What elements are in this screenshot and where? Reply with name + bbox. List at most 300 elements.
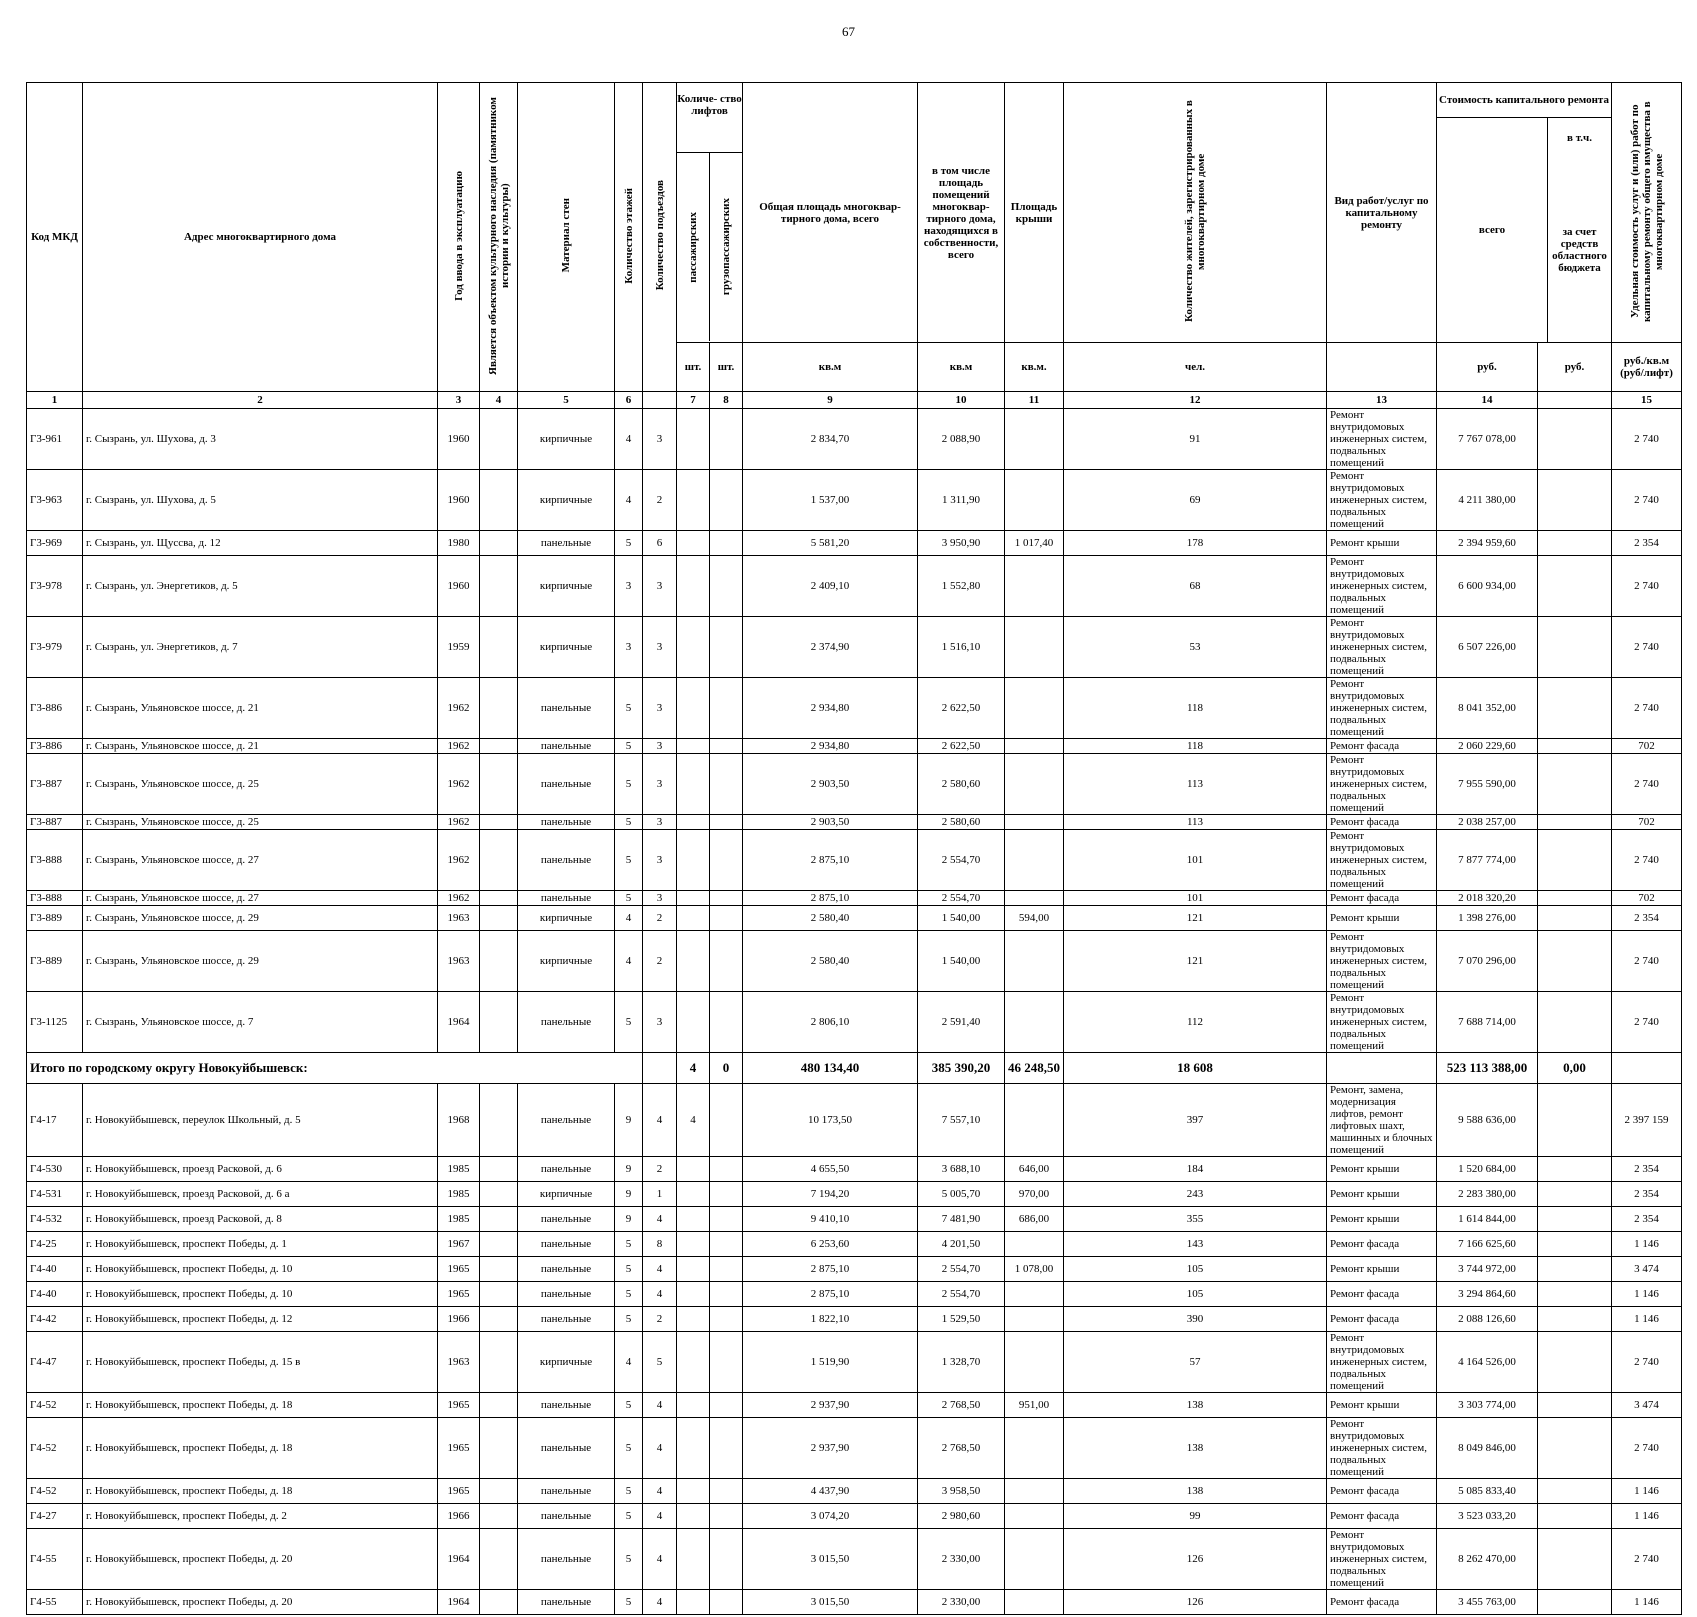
cell-work-type: Ремонт внутридомовых инженерных систем, подвальных помещений (1327, 556, 1437, 617)
table-row (27, 531, 1682, 556)
cell-total-area: 2 875,10 (743, 1257, 918, 1282)
cell-material: панельные (518, 1257, 615, 1282)
cell-lifts-cargo (710, 1157, 743, 1182)
cell-work-type: Ремонт внутридомовых инженерных систем, подвальных помещений (1327, 1418, 1437, 1479)
table-body-novokuybyshevsk (27, 1084, 1682, 1615)
cell-lifts-cargo (710, 1084, 743, 1157)
cell-material: кирпичные (518, 470, 615, 531)
cell-lifts-passenger (677, 556, 710, 617)
cell-owned-area: 1 311,90 (918, 470, 1005, 531)
cell-residents: 112 (1064, 992, 1327, 1053)
cell-roof-area (1005, 891, 1064, 906)
cell-regional (1538, 739, 1612, 754)
cell-address: г. Новокуйбышевск, проезд Расковой, д. 6 (83, 1157, 438, 1182)
header-material: Материал стен (518, 83, 615, 392)
cell-lifts-cargo (710, 1479, 743, 1504)
cell-work-type: Ремонт внутридомовых инженерных систем, подвальных помещений (1327, 754, 1437, 815)
total-lifts-passenger: 4 (677, 1053, 710, 1084)
cell-cost: 1 520 684,00 (1437, 1157, 1538, 1182)
unit-unit-cost: руб./кв.м (руб/лифт) (1612, 343, 1682, 392)
cell-lifts-passenger (677, 992, 710, 1053)
cell-residents: 138 (1064, 1393, 1327, 1418)
cell-material: панельные (518, 754, 615, 815)
cell-residents: 99 (1064, 1504, 1327, 1529)
cell-total-area: 2 937,90 (743, 1393, 918, 1418)
cell-heritage (480, 556, 518, 617)
cell-work-type: Ремонт фасада (1327, 1232, 1437, 1257)
cell-work-type: Ремонт фасада (1327, 891, 1437, 906)
cell-total-area: 2 834,70 (743, 409, 918, 470)
cell-unit-cost: 2 740 (1612, 931, 1682, 992)
column-number: 7 (677, 392, 710, 409)
cell-floors: 5 (615, 1479, 643, 1504)
cell-year: 1962 (438, 815, 480, 830)
table-row (27, 931, 1682, 992)
cell-unit-cost: 2 740 (1612, 754, 1682, 815)
cell-year: 1965 (438, 1257, 480, 1282)
cell-work-type: Ремонт крыши (1327, 906, 1437, 931)
cell-cost: 7 877 774,00 (1437, 830, 1538, 891)
cell-cost: 9 588 636,00 (1437, 1084, 1538, 1157)
cell-unit-cost: 1 146 (1612, 1504, 1682, 1529)
total-area: 480 134,40 (743, 1053, 918, 1084)
cell-roof-area: 951,00 (1005, 1393, 1064, 1418)
cell-lifts-cargo (710, 931, 743, 992)
cell-address: г. Новокуйбышевск, проспект Победы, д. 2 (83, 1504, 438, 1529)
cell-year: 1963 (438, 931, 480, 992)
cell-entrances: 2 (643, 906, 677, 931)
cell-code: Г4-17 (27, 1084, 83, 1157)
cell-roof-area (1005, 470, 1064, 531)
unit-cost-total: руб. (1437, 343, 1538, 392)
cell-lifts-passenger (677, 754, 710, 815)
cell-material: панельные (518, 1504, 615, 1529)
cell-floors: 4 (615, 409, 643, 470)
cell-floors: 4 (615, 931, 643, 992)
table-row (27, 1182, 1682, 1207)
cell-lifts-passenger (677, 1182, 710, 1207)
cell-code: Г3-886 (27, 678, 83, 739)
cell-unit-cost: 2 740 (1612, 678, 1682, 739)
cell-material: панельные (518, 992, 615, 1053)
column-number: 11 (1005, 392, 1064, 409)
cell-material: панельные (518, 815, 615, 830)
cell-owned-area: 2 980,60 (918, 1504, 1005, 1529)
cell-work-type: Ремонт фасада (1327, 815, 1437, 830)
column-number: 12 (1064, 392, 1327, 409)
cell-address: г. Новокуйбышевск, проспект Победы, д. 1 (83, 1232, 438, 1257)
cell-owned-area: 3 688,10 (918, 1157, 1005, 1182)
cell-lifts-passenger (677, 409, 710, 470)
cell-entrances: 3 (643, 617, 677, 678)
cell-cost: 8 049 846,00 (1437, 1418, 1538, 1479)
cell-unit-cost: 2 354 (1612, 906, 1682, 931)
cell-code: Г4-55 (27, 1590, 83, 1615)
cell-cost: 7 688 714,00 (1437, 992, 1538, 1053)
cell-floors: 3 (615, 617, 643, 678)
cell-owned-area: 1 540,00 (918, 931, 1005, 992)
cell-year: 1960 (438, 470, 480, 531)
cell-material: панельные (518, 1157, 615, 1182)
cell-total-area: 1 822,10 (743, 1307, 918, 1332)
cell-floors: 5 (615, 992, 643, 1053)
cell-unit-cost: 1 146 (1612, 1282, 1682, 1307)
cell-code: Г3-888 (27, 830, 83, 891)
cell-cost: 8 041 352,00 (1437, 678, 1538, 739)
cell-cost: 3 455 763,00 (1437, 1590, 1538, 1615)
cell-work-type: Ремонт фасада (1327, 739, 1437, 754)
cell-year: 1964 (438, 1590, 480, 1615)
cell-cost: 3 303 774,00 (1437, 1393, 1538, 1418)
cell-regional (1538, 992, 1612, 1053)
cell-cost: 4 164 526,00 (1437, 1332, 1538, 1393)
cell-material: панельные (518, 1393, 615, 1418)
cell-cost: 6 600 934,00 (1437, 556, 1538, 617)
table-row (27, 617, 1682, 678)
cell-total-area: 2 409,10 (743, 556, 918, 617)
cell-year: 1962 (438, 830, 480, 891)
header-address: Адрес многоквартирного дома (83, 83, 438, 392)
unit-roof: кв.м. (1005, 343, 1064, 392)
cell-residents: 138 (1064, 1418, 1327, 1479)
cell-code: Г3-963 (27, 470, 83, 531)
cell-work-type: Ремонт фасада (1327, 1282, 1437, 1307)
cell-code: Г4-530 (27, 1157, 83, 1182)
cell-cost: 7 166 625,60 (1437, 1232, 1538, 1257)
cell-lifts-cargo (710, 754, 743, 815)
cell-roof-area (1005, 1479, 1064, 1504)
cell-unit-cost: 2 740 (1612, 1332, 1682, 1393)
cell-lifts-cargo (710, 1418, 743, 1479)
cell-unit-cost: 2 740 (1612, 1529, 1682, 1590)
cell-material: панельные (518, 1307, 615, 1332)
cell-entrances: 4 (643, 1207, 677, 1232)
column-number: 8 (710, 392, 743, 409)
cell-cost: 7 070 296,00 (1437, 931, 1538, 992)
cell-roof-area (1005, 1084, 1064, 1157)
cell-material: панельные (518, 1282, 615, 1307)
column-number (1538, 392, 1612, 409)
cell-residents: 105 (1064, 1257, 1327, 1282)
table-row (27, 1479, 1682, 1504)
header-entrances: Количество подъездов (643, 83, 677, 392)
cell-floors: 3 (615, 556, 643, 617)
cell-heritage (480, 1232, 518, 1257)
cell-roof-area (1005, 409, 1064, 470)
cell-owned-area: 7 557,10 (918, 1084, 1005, 1157)
cell-material: кирпичные (518, 409, 615, 470)
cell-residents: 105 (1064, 1282, 1327, 1307)
cell-address: г. Новокуйбышевск, проспект Победы, д. 15 в (83, 1332, 438, 1393)
cell-lifts-passenger (677, 1207, 710, 1232)
header-unit-cost: Удельная стоимость услуг и (или) работ по капитальному ремонту общего имущества в многоквартирном доме (1612, 83, 1682, 343)
cell-residents: 390 (1064, 1307, 1327, 1332)
cell-owned-area: 2 554,70 (918, 1282, 1005, 1307)
cell-year: 1962 (438, 739, 480, 754)
cell-unit-cost: 2 740 (1612, 409, 1682, 470)
total-owned-area: 385 390,20 (918, 1053, 1005, 1084)
cell-code: Г4-47 (27, 1332, 83, 1393)
cell-work-type: Ремонт фасада (1327, 1307, 1437, 1332)
cell-roof-area: 594,00 (1005, 906, 1064, 931)
cell-lifts-passenger (677, 1257, 710, 1282)
cell-roof-area (1005, 931, 1064, 992)
cell-material: панельные (518, 678, 615, 739)
total-cost: 523 113 388,00 (1437, 1053, 1538, 1084)
cell-material: панельные (518, 1232, 615, 1257)
cell-cost: 3 294 864,60 (1437, 1282, 1538, 1307)
cell-cost: 4 211 380,00 (1437, 470, 1538, 531)
cell-regional (1538, 1084, 1612, 1157)
cell-material: кирпичные (518, 1332, 615, 1393)
cell-work-type: Ремонт внутридомовых инженерных систем, подвальных помещений (1327, 931, 1437, 992)
cell-owned-area: 1 540,00 (918, 906, 1005, 931)
table-row (27, 409, 1682, 470)
cell-regional (1538, 1307, 1612, 1332)
cell-lifts-cargo (710, 678, 743, 739)
total-lifts-cargo: 0 (710, 1053, 743, 1084)
cell-lifts-passenger (677, 815, 710, 830)
cell-heritage (480, 1504, 518, 1529)
cell-work-type: Ремонт внутридомовых инженерных систем, подвальных помещений (1327, 1529, 1437, 1590)
cell-total-area: 3 015,50 (743, 1590, 918, 1615)
cell-year: 1965 (438, 1418, 480, 1479)
cell-residents: 126 (1064, 1529, 1327, 1590)
column-number: 13 (1327, 392, 1437, 409)
cell-lifts-cargo (710, 1232, 743, 1257)
cell-heritage (480, 1393, 518, 1418)
cell-year: 1960 (438, 409, 480, 470)
cell-lifts-cargo (710, 1307, 743, 1332)
unit-work (1327, 343, 1437, 392)
cell-address: г. Сызрань, Ульяновское шоссе, д. 25 (83, 815, 438, 830)
cell-material: кирпичные (518, 906, 615, 931)
cell-regional (1538, 617, 1612, 678)
cell-owned-area: 3 958,50 (918, 1479, 1005, 1504)
cell-code: Г3-887 (27, 754, 83, 815)
cell-lifts-passenger: 4 (677, 1084, 710, 1157)
cell-year: 1985 (438, 1182, 480, 1207)
cell-code: Г3-1125 (27, 992, 83, 1053)
total-residents: 18 608 (1064, 1053, 1327, 1084)
header-year: Год ввода в эксплуатацию (438, 83, 480, 392)
cell-year: 1965 (438, 1282, 480, 1307)
cell-lifts-cargo (710, 409, 743, 470)
cell-heritage (480, 830, 518, 891)
cell-owned-area: 2 554,70 (918, 830, 1005, 891)
cell-total-area: 2 374,90 (743, 617, 918, 678)
header-cost-total: всего (1437, 118, 1548, 342)
cell-lifts-passenger (677, 531, 710, 556)
cell-address: г. Новокуйбышевск, проспект Победы, д. 20 (83, 1590, 438, 1615)
cell-lifts-passenger (677, 1332, 710, 1393)
cell-cost: 7 955 590,00 (1437, 754, 1538, 815)
cell-residents: 243 (1064, 1182, 1327, 1207)
cell-total-area: 2 875,10 (743, 891, 918, 906)
table-row (27, 754, 1682, 815)
cell-floors: 9 (615, 1182, 643, 1207)
cell-entrances: 5 (643, 1332, 677, 1393)
cell-residents: 113 (1064, 815, 1327, 830)
cell-entrances: 3 (643, 739, 677, 754)
total-unit (1612, 1053, 1682, 1084)
cell-entrances: 3 (643, 830, 677, 891)
cell-unit-cost: 2 354 (1612, 1207, 1682, 1232)
cell-floors: 5 (615, 1393, 643, 1418)
table-row (27, 1418, 1682, 1479)
cell-address: г. Сызрань, ул. Энергетиков, д. 5 (83, 556, 438, 617)
cell-floors: 9 (615, 1157, 643, 1182)
cell-total-area: 2 934,80 (743, 678, 918, 739)
cell-roof-area (1005, 1307, 1064, 1332)
cell-address: г. Сызрань, ул. Щуссва, д. 12 (83, 531, 438, 556)
cell-unit-cost: 2 740 (1612, 830, 1682, 891)
cell-regional (1538, 1157, 1612, 1182)
cell-regional (1538, 815, 1612, 830)
cell-owned-area: 1 552,80 (918, 556, 1005, 617)
cell-address: г. Сызрань, Ульяновское шоссе, д. 29 (83, 906, 438, 931)
cell-lifts-cargo (710, 891, 743, 906)
cell-code: Г3-887 (27, 815, 83, 830)
cell-entrances: 2 (643, 470, 677, 531)
cell-floors: 5 (615, 1418, 643, 1479)
cell-regional (1538, 1207, 1612, 1232)
cell-entrances: 4 (643, 1282, 677, 1307)
cell-owned-area: 4 201,50 (918, 1232, 1005, 1257)
cell-code: Г3-978 (27, 556, 83, 617)
cell-lifts-cargo (710, 739, 743, 754)
cell-year: 1964 (438, 992, 480, 1053)
cell-lifts-cargo (710, 1182, 743, 1207)
cell-heritage (480, 470, 518, 531)
total-row (27, 1053, 1682, 1084)
cell-owned-area: 2 591,40 (918, 992, 1005, 1053)
cell-entrances: 4 (643, 1479, 677, 1504)
cell-unit-cost: 3 474 (1612, 1393, 1682, 1418)
column-number: 5 (518, 392, 615, 409)
cell-lifts-cargo (710, 1257, 743, 1282)
cell-total-area: 3 015,50 (743, 1529, 918, 1590)
cell-entrances: 1 (643, 1182, 677, 1207)
page-number: 67 (842, 24, 855, 39)
cell-residents: 118 (1064, 739, 1327, 754)
cell-floors: 9 (615, 1084, 643, 1157)
cell-entrances: 4 (643, 1418, 677, 1479)
cell-lifts-passenger (677, 1393, 710, 1418)
cell-code: Г4-532 (27, 1207, 83, 1232)
cell-regional (1538, 1418, 1612, 1479)
cell-material: кирпичные (518, 556, 615, 617)
cell-cost: 8 262 470,00 (1437, 1529, 1538, 1590)
cell-lifts-passenger (677, 739, 710, 754)
cell-owned-area: 2 768,50 (918, 1418, 1005, 1479)
cell-address: г. Сызрань, Ульяновское шоссе, д. 21 (83, 678, 438, 739)
cell-lifts-cargo (710, 1207, 743, 1232)
cell-entrances: 3 (643, 891, 677, 906)
cell-heritage (480, 891, 518, 906)
cell-floors: 5 (615, 1529, 643, 1590)
cell-lifts-passenger (677, 470, 710, 531)
cell-lifts-cargo (710, 1282, 743, 1307)
cell-owned-area: 2 330,00 (918, 1529, 1005, 1590)
cell-code: Г4-52 (27, 1393, 83, 1418)
cell-floors: 9 (615, 1207, 643, 1232)
header-lifts: Количе- ство лифтов пассажирских грузопассажирских (677, 83, 743, 343)
cell-lifts-cargo (710, 556, 743, 617)
cell-owned-area: 1 328,70 (918, 1332, 1005, 1393)
cell-entrances: 3 (643, 992, 677, 1053)
cell-unit-cost: 2 740 (1612, 470, 1682, 531)
cell-unit-cost: 2 740 (1612, 556, 1682, 617)
cell-lifts-cargo (710, 1393, 743, 1418)
cell-floors: 5 (615, 739, 643, 754)
cell-lifts-cargo (710, 1529, 743, 1590)
cell-residents: 184 (1064, 1157, 1327, 1182)
cell-heritage (480, 531, 518, 556)
cell-residents: 355 (1064, 1207, 1327, 1232)
unit-owned-area: кв.м (918, 343, 1005, 392)
cell-regional (1538, 470, 1612, 531)
cell-total-area: 2 806,10 (743, 992, 918, 1053)
table-row (27, 1590, 1682, 1615)
cell-regional (1538, 1479, 1612, 1504)
cell-code: Г4-27 (27, 1504, 83, 1529)
cell-unit-cost: 1 146 (1612, 1479, 1682, 1504)
cell-cost: 5 085 833,40 (1437, 1479, 1538, 1504)
cell-year: 1964 (438, 1529, 480, 1590)
cell-unit-cost: 2 354 (1612, 1182, 1682, 1207)
cell-code: Г3-886 (27, 739, 83, 754)
header-lifts-passenger: пассажирских (687, 211, 699, 283)
cell-owned-area: 2 580,60 (918, 754, 1005, 815)
cell-year: 1985 (438, 1207, 480, 1232)
cell-regional (1538, 1257, 1612, 1282)
cell-total-area: 2 934,80 (743, 739, 918, 754)
cell-work-type: Ремонт внутридомовых инженерных систем, подвальных помещений (1327, 617, 1437, 678)
cell-roof-area (1005, 1232, 1064, 1257)
cell-regional (1538, 531, 1612, 556)
cell-material: панельные (518, 739, 615, 754)
cell-heritage (480, 931, 518, 992)
cell-code: Г3-961 (27, 409, 83, 470)
cell-residents: 397 (1064, 1084, 1327, 1157)
total-empty (643, 1053, 677, 1084)
cell-cost: 2 394 959,60 (1437, 531, 1538, 556)
cell-regional (1538, 1282, 1612, 1307)
cell-work-type: Ремонт внутридомовых инженерных систем, подвальных помещений (1327, 409, 1437, 470)
cell-heritage (480, 1590, 518, 1615)
cell-roof-area (1005, 1504, 1064, 1529)
cell-work-type: Ремонт крыши (1327, 1207, 1437, 1232)
header-roof-area: Площадь крыши (1005, 83, 1064, 343)
cell-floors: 5 (615, 1504, 643, 1529)
cell-floors: 5 (615, 1307, 643, 1332)
cell-total-area: 2 580,40 (743, 906, 918, 931)
table-row (27, 992, 1682, 1053)
cell-roof-area: 1 017,40 (1005, 531, 1064, 556)
header-heritage: Является объектом культурного наследия (памятником истории и культуры) (480, 83, 518, 392)
column-number: 15 (1612, 392, 1682, 409)
cell-roof-area: 686,00 (1005, 1207, 1064, 1232)
total-label: Итого по городскому округу Новокуйбышевск: (27, 1053, 643, 1084)
column-number: 14 (1437, 392, 1538, 409)
cell-code: Г4-25 (27, 1232, 83, 1257)
cell-work-type: Ремонт внутридомовых инженерных систем, подвальных помещений (1327, 1332, 1437, 1393)
cell-cost: 2 283 380,00 (1437, 1182, 1538, 1207)
cell-code: Г4-52 (27, 1418, 83, 1479)
cell-entrances: 4 (643, 1393, 677, 1418)
cell-unit-cost: 1 146 (1612, 1232, 1682, 1257)
